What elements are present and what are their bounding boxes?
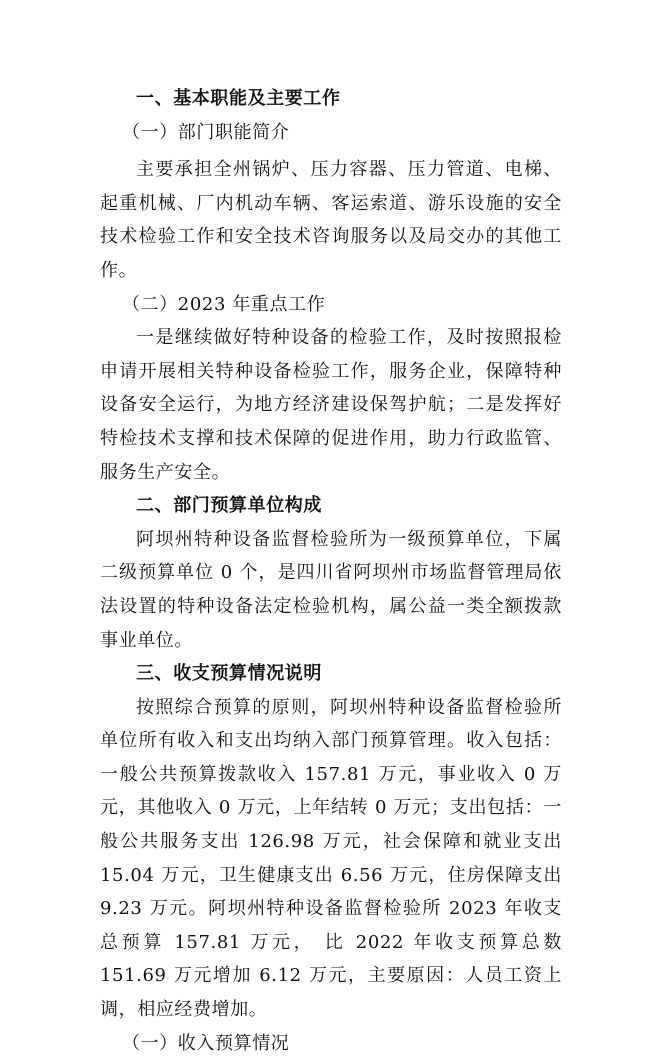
heading-revenue-expenditure: 三、收支预算情况说明 bbox=[136, 663, 322, 685]
paragraph-functions: 主要承担全州锅炉、压力容器、压力管道、电梯、起重机械、厂内机动车辆、客运索道、游乐设施的安全技术检验工作和安全技术咨询服务以及局交办的其他工作。 bbox=[100, 159, 562, 281]
subheading-key-work-2023: （二）2023 年重点工作 bbox=[122, 293, 326, 315]
heading-budget-units: 二、部门预算单位构成 bbox=[136, 495, 322, 517]
subheading-revenue-budget: （一）收入预算情况 bbox=[122, 1032, 290, 1054]
heading-basic-functions: 一、基本职能及主要工作 bbox=[136, 88, 341, 109]
paragraph-budget-units: 阿坝州特种设备监督检验所为一级预算单位，下属二级预算单位 0 个，是四川省阿坝州市场监督管理局依法设置的特种设备法定检验机构，属公益一类全额拨款事业单位。 bbox=[100, 528, 562, 651]
subheading-department-functions: （一）部门职能简介 bbox=[122, 121, 290, 143]
paragraph-revenue-expenditure: 按照综合预算的原则，阿坝州特种设备监督检验所单位所有收入和支出均纳入部门预算管理。收入包括：一般公共预算拨款收入 157.81 万元，事业收入 0 万元，其他收入 0 万元，上年结转 0 万元；支出包括：一般公共服务支出 126.98 万元，社会保障和就业支出 15.04 万元，卫生健康支出 6.56 万元，住房保障支出 9.23 万元。阿坝州特种设备监督检验所 2023 年收支总预算 157.81 万元， 比 2022 年收支预算总数 151.69 万元增加 6.12 万元，主要原因：人员工资上调，相应经费增加。 bbox=[100, 696, 562, 1021]
document-page bbox=[100, 82, 562, 1060]
paragraph-key-work: 一是继续做好特种设备的检验工作，及时按照报检申请开展相关特种设备检验工作，服务企业，保障特种设备安全运行，为地方经济建设保驾护航；二是发挥好特检技术支撑和技术保障的促进作用，助力行政监管、服务生产安全。 bbox=[100, 327, 562, 483]
